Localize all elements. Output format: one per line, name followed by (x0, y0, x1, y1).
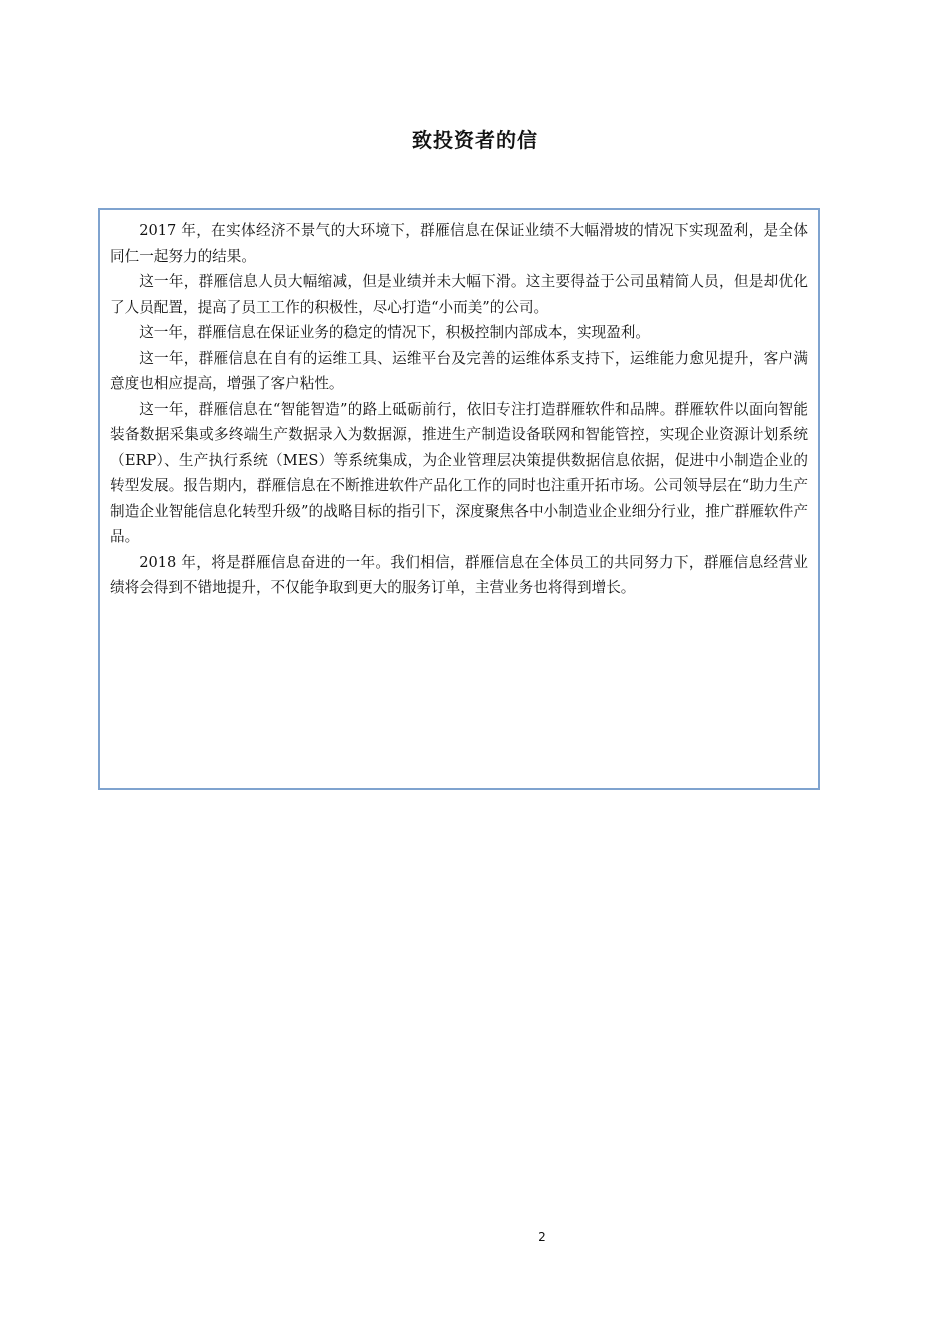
letter-paragraph-3: 这一年，群雁信息在保证业务的稳定的情况下，积极控制内部成本，实现盈利。 (139, 324, 650, 341)
letter-paragraph-1: 2017 年，在实体经济不景气的大环境下，群雁信息在保证业绩不大幅滑坡的情况下实现盈利，是全体同仁一起努力的结果。 (110, 222, 808, 265)
page-number: 2 (538, 1230, 546, 1244)
letter-paragraph-5: 这一年，群雁信息在“智能智造”的路上砥砺前行，依旧专注打造群雁软件和品牌。群雁软件以面向智能装备数据采集或多终端生产数据录入为数据源，推进生产制造设备联网和智能管控，实现企业资源计划系统（ERP）、生产执行系统（MES）等系统集成，为企业管理层决策提供数据信息依据，促进中小制造企业的转型发展。报告期内，群雁信息在不断推进软件产品化工作的同时也注重开拓市场。公司领导层在“助力生产制造企业智能信息化转型升级”的战略目标的指引下，深度聚焦各中小制造业企业细分行业，推广群雁软件产品。 (110, 400, 808, 545)
letter-paragraph-4: 这一年，群雁信息在自有的运维工具、运维平台及完善的运维体系支持下，运维能力愈见提升，客户满意度也相应提高，增强了客户粘性。 (110, 349, 808, 392)
letter-box (98, 208, 820, 790)
letter-paragraph-2: 这一年，群雁信息人员大幅缩减，但是业绩并未大幅下滑。这主要得益于公司虽精简人员，但是却优化了人员配置，提高了员工工作的积极性，尽心打造“小而美”的公司。 (110, 273, 808, 316)
letter-paragraph-6: 2018 年，将是群雁信息奋进的一年。我们相信，群雁信息在全体员工的共同努力下，群雁信息经营业绩将会得到不错地提升，不仅能争取到更大的服务订单，主营业务也将得到增长。 (110, 553, 808, 596)
page-title: 致投资者的信 (412, 128, 538, 152)
